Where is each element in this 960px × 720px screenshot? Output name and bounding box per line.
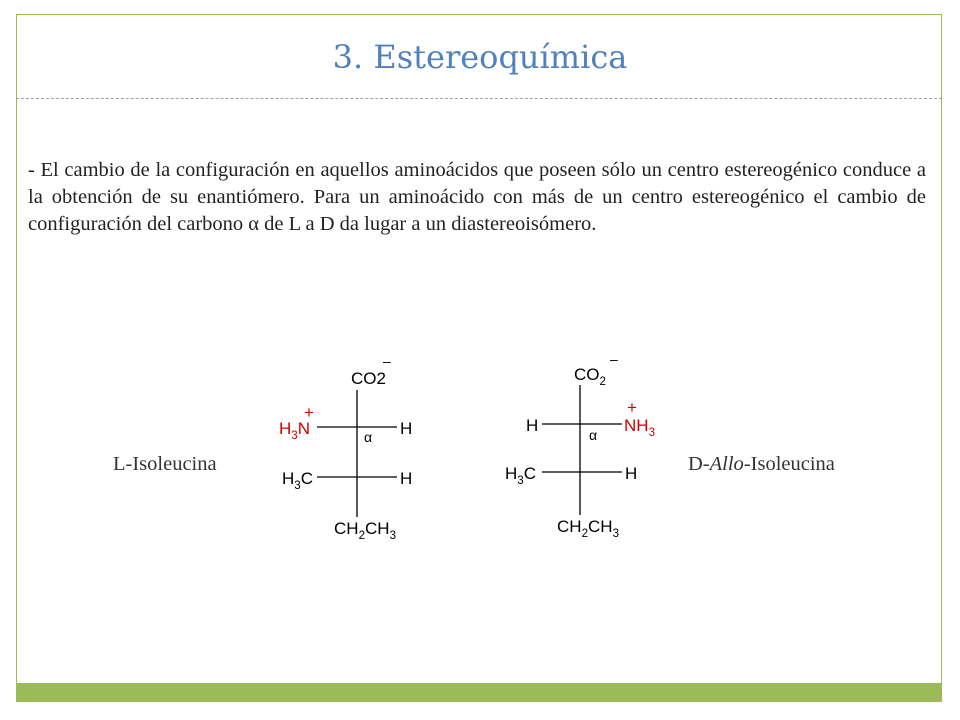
label-d-italic: Allo (709, 453, 744, 475)
hydrogen-left: H (526, 416, 539, 435)
amine-charge: + (627, 398, 637, 417)
amine-group: $H_3N$ (279, 419, 311, 443)
carboxylate-group: CO2 (351, 369, 386, 388)
hydrogen-right: H (625, 464, 638, 483)
label-d-suffix: -Isoleucina (743, 453, 835, 475)
amine-group: $NH_3$ (624, 416, 656, 440)
label-l-isoleucine: L-Isoleucina (113, 453, 217, 475)
ethyl-group: $CH_2CH_3$ (557, 517, 620, 541)
ethyl-group: $CH_2CH_3$ (334, 519, 397, 543)
bottom-accent-bar (16, 683, 942, 702)
methyl-group: $H_3C$ (282, 469, 314, 493)
methyl-group: $H_3C$ (505, 464, 537, 488)
hydrogen-upper: H (400, 419, 413, 438)
carboxylate-charge: – (383, 353, 391, 369)
fischer-projection-d-allo-isoleucine (455, 350, 755, 550)
body-paragraph: - El cambio de la configuración en aquellos aminoácidos que poseen sólo un centro estereogénico conduce a la obtención de su enantiómero. Para un aminoácido con más de un centro estereogénico el cambio de configuración del carbono α de L a D da lugar a un diastereoisómero. (28, 159, 926, 235)
alpha-label: α (364, 429, 373, 445)
title-divider (16, 98, 942, 99)
carboxylate-charge: – (610, 351, 618, 367)
label-d-prefix: D- (688, 453, 710, 475)
alpha-label: α (589, 427, 598, 443)
carboxylate-group: $CO_2$ (574, 365, 606, 389)
hydrogen-lower: H (400, 469, 413, 488)
amine-charge: + (304, 403, 314, 422)
slide-title: 3. Estereoquímica (332, 38, 628, 76)
